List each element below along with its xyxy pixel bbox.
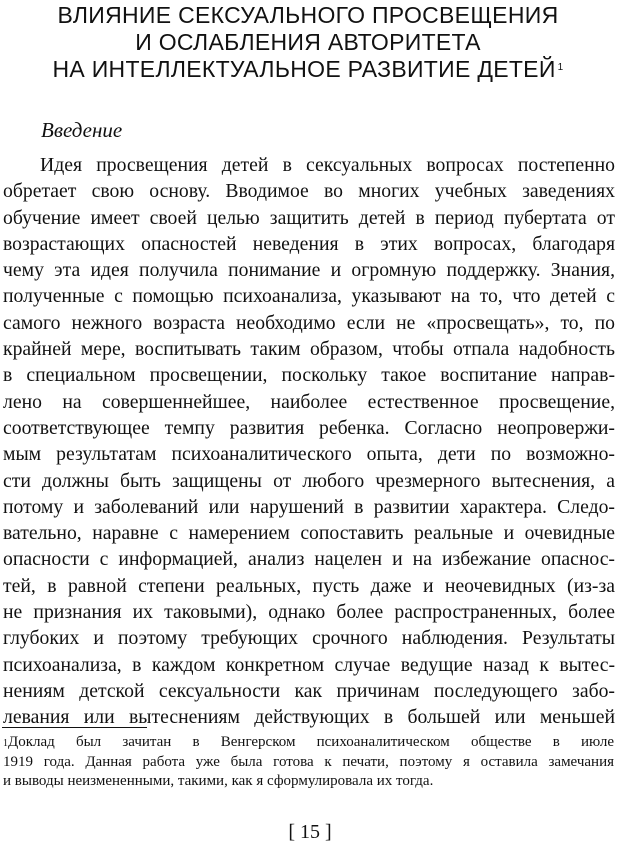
body-line: психоанализа, в каждом конкретном случае ведущие назад к вытес- <box>3 653 615 676</box>
body-line: возрастающих опасностей неведения в этих вопросах, благодаря <box>3 232 615 255</box>
body-line: полученные с помощью психоанализа, указывают на то, что детей с <box>3 285 615 308</box>
body-line: вательно, наравне с намерением сопоставить реальные и очевидные <box>3 522 615 545</box>
chapter-title-line-3 <box>20 56 596 83</box>
footnote-line-1-text: Доклад был зачитан в Венгерском психоаналитическом обществе в июле <box>8 734 614 750</box>
body-line: чему эта идея получила понимание и огромную поддержку. Знания, <box>3 259 615 282</box>
footnote-divider <box>2 727 147 728</box>
footnote-marker: 1 <box>3 738 8 749</box>
body-line: обретает свою основу. Вводимое во многих учебных заведениях <box>3 180 615 203</box>
body-line: крайней мере, воспитывать таким образом, чтобы отпала надобность <box>3 338 615 361</box>
body-line: тей, в равной степени реальных, пусть даже и неочевидных (из-за <box>3 574 615 597</box>
section-heading: Введение <box>41 118 123 142</box>
body-line: Идея просвещения детей в сексуальных вопросах постепенно <box>40 154 615 176</box>
body-line: обучение имеет своей целью защитить детей в период пубертата от <box>3 206 615 229</box>
body-line: мым результатам психоаналитического опыта, дети по возможно- <box>3 443 615 466</box>
body-line: сти должны быть защищены от любого чрезмерного вытеснения, а <box>3 469 615 492</box>
title-footnote-marker: 1 <box>557 62 564 73</box>
body-line: соответствующее темпу развития ребенка. Согласно неопровержи- <box>3 416 615 439</box>
footnote-line: 1919 года. Данная работа уже была готова к печати, поэтому я оставила замечания <box>3 753 614 770</box>
chapter-title <box>20 2 596 83</box>
body-line: самого нежного возраста необходимо если не «просвещать», то, по <box>3 311 615 334</box>
chapter-title-line-3-text: НА ИНТЕЛЛЕКТУАЛЬНОЕ РАЗВИТИЕ ДЕТЕЙ <box>52 56 556 82</box>
chapter-title-line-1: ВЛИЯНИЕ СЕКСУАЛЬНОГО ПРОСВЕЩЕНИЯ <box>57 2 559 28</box>
body-line: левания или вытеснениям действующих в большей или меньшей <box>3 706 615 729</box>
chapter-title-line-2: И ОСЛАБЛЕНИЯ АВТОРИТЕТА <box>135 29 481 55</box>
body-line: в специальном просвещении, поскольку такое воспитание направ- <box>3 364 615 387</box>
page-number: [ 15 ] <box>288 821 332 843</box>
body-text <box>3 152 615 731</box>
body-line: не признания их таковыми), однако более распространенных, более <box>3 601 615 624</box>
body-line: потому и заболеваний или нарушений в развитии характера. Следо- <box>3 495 615 518</box>
body-line: глубоких и поэтому требующих срочного наблюдения. Результаты <box>3 627 615 650</box>
footnote-line <box>3 733 614 753</box>
body-line: опасности с информацией, анализ нацелен и на избежание опаснос- <box>3 548 615 571</box>
footnote-line: и выводы неизмененными, такими, как я сформулировала их тогда. <box>3 773 434 789</box>
body-line: нениям детской сексуальности как причинам последующего забо- <box>3 679 615 702</box>
body-line: лено на совершеннейшее, наиболее естественное просвещение, <box>3 390 615 413</box>
footnote <box>3 733 614 792</box>
